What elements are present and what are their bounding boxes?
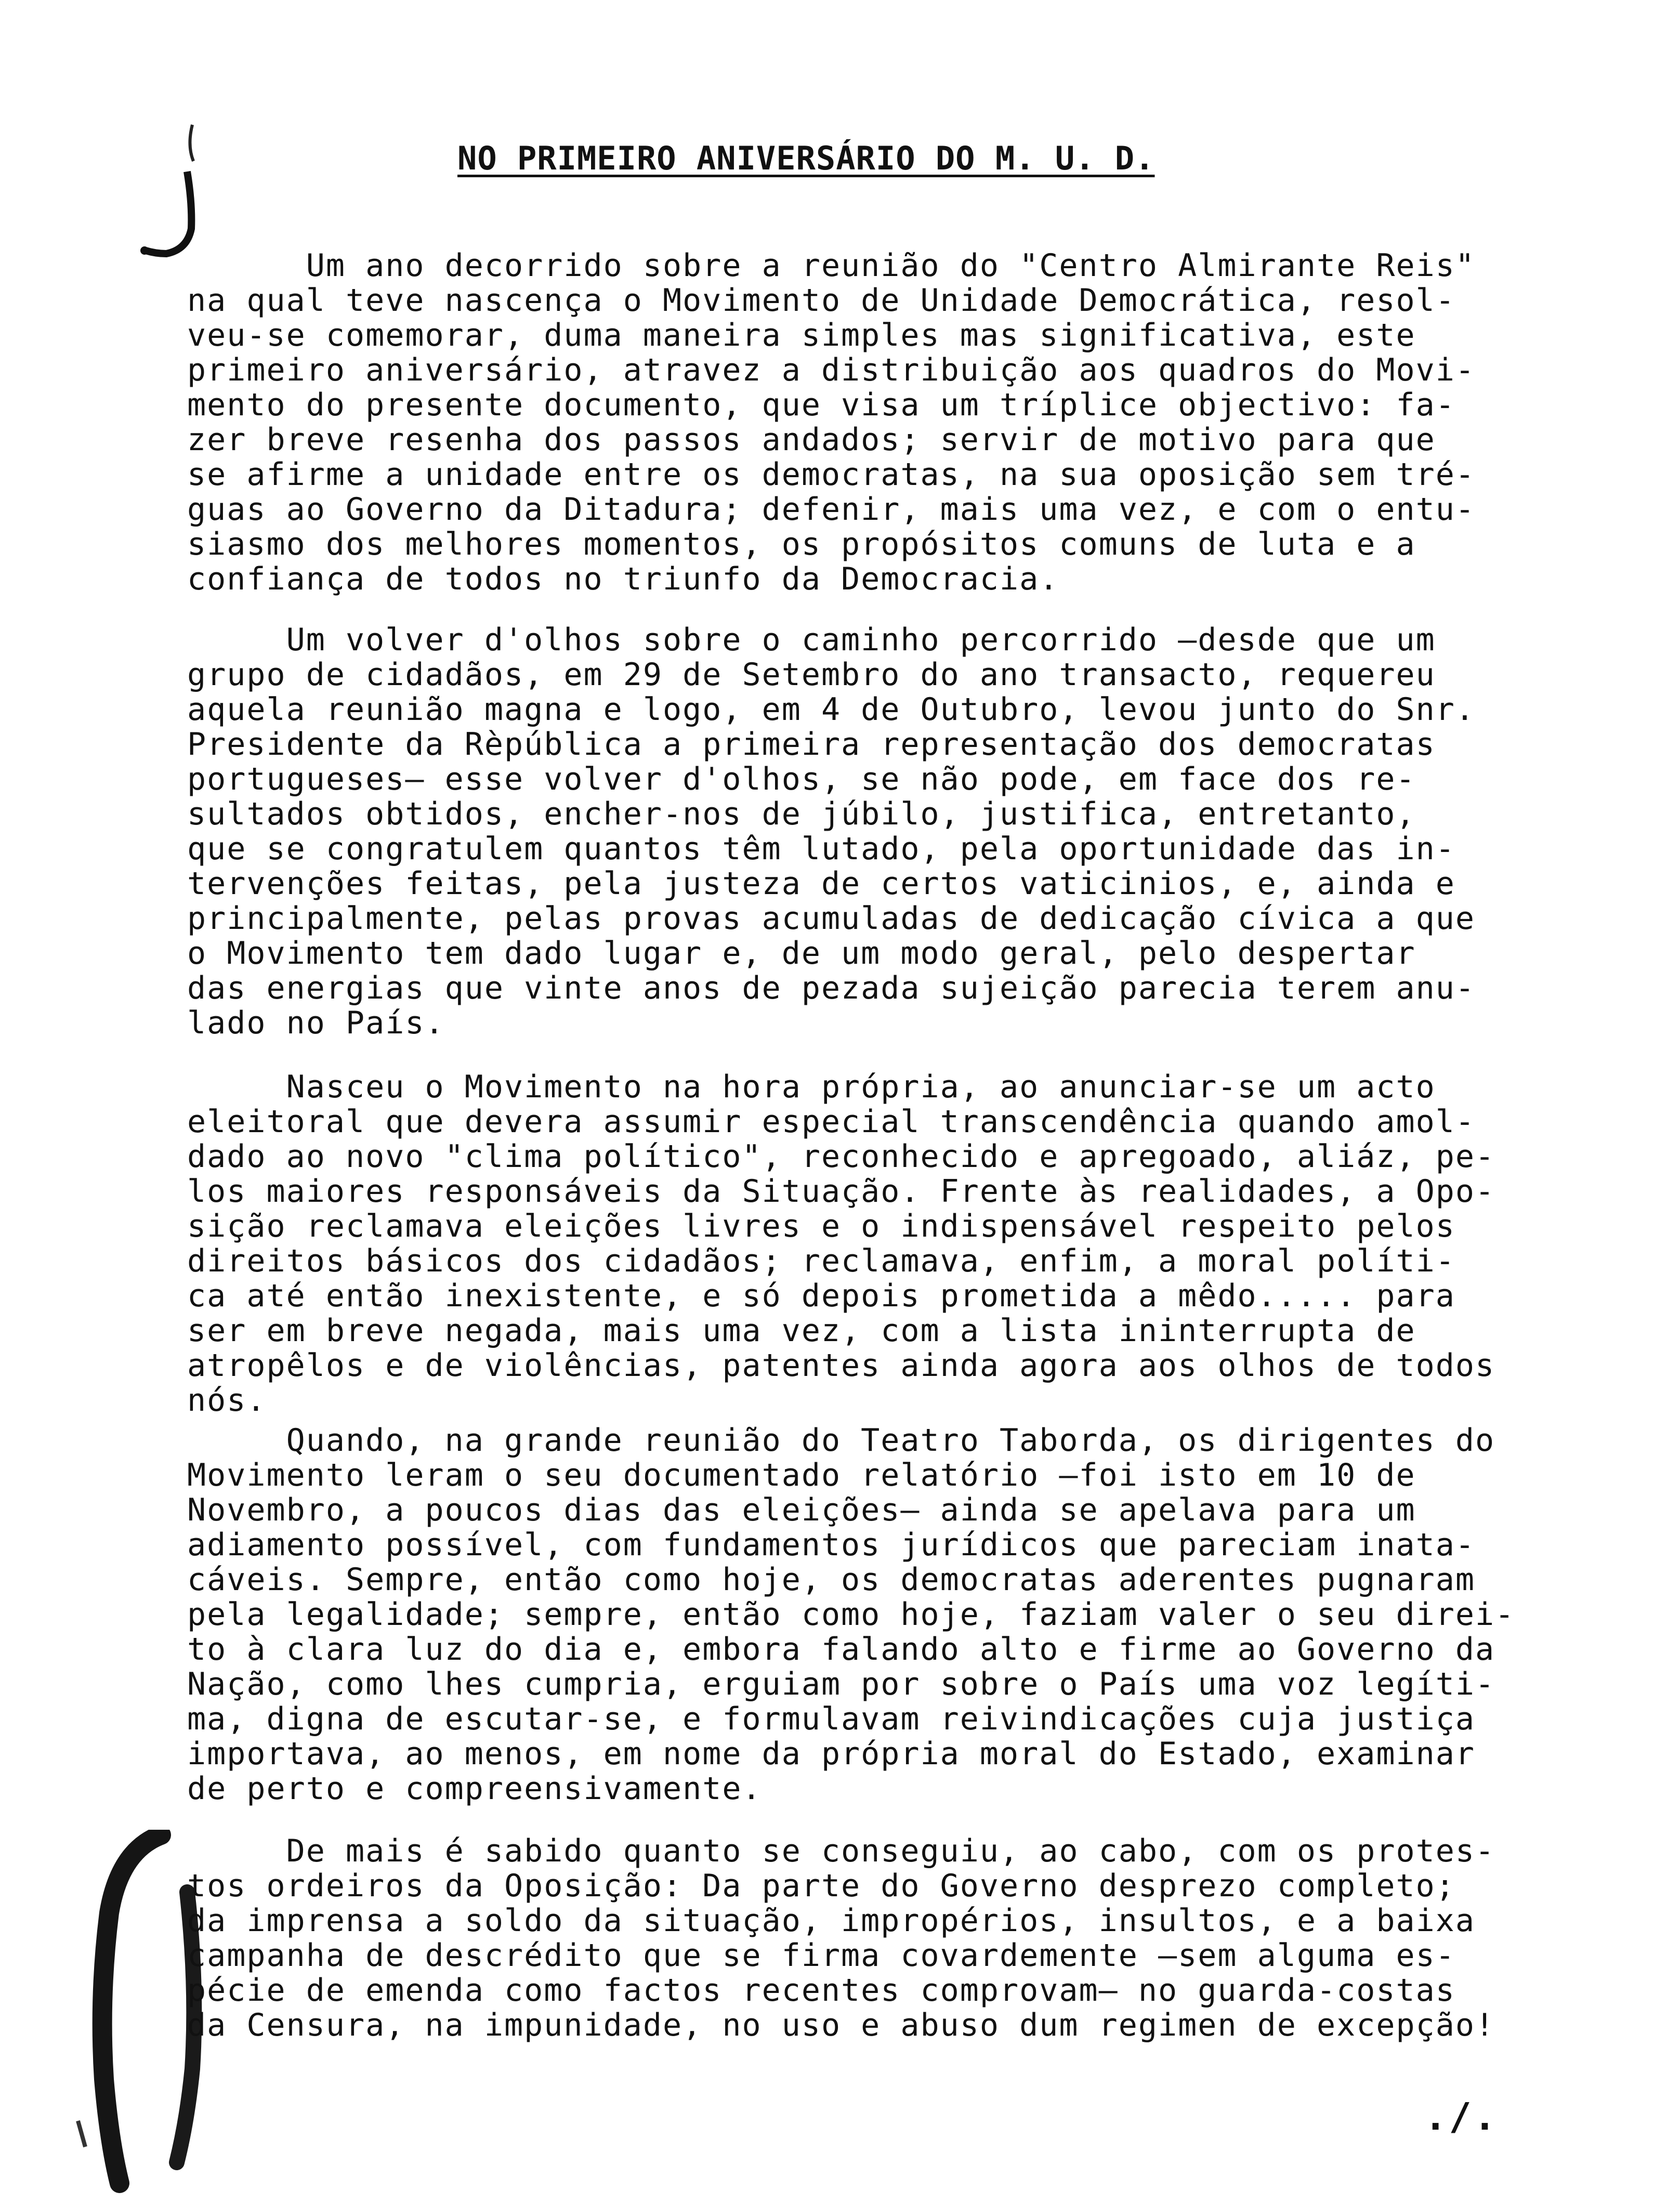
- paragraph-line: veu-se comemorar, duma maneira simples mas significativa, este: [187, 317, 1416, 353]
- paragraph-line: atropêlos e de violências, patentes ainda agora aos olhos de todos: [187, 1347, 1495, 1384]
- paragraph-line: zer breve resenha dos passos andados; servir de motivo para que: [187, 422, 1436, 458]
- paragraph-line: Presidente da Rèpública a primeira representação dos democratas: [187, 726, 1436, 763]
- paragraph-line: adiamento possível, com fundamentos jurídicos que pareciam inata-: [187, 1527, 1475, 1563]
- paragraph-line: to à clara luz do dia e, embora falando alto e firme ao Governo da: [187, 1631, 1495, 1668]
- paragraph-line: cáveis. Sempre, então como hoje, os democratas aderentes pugnaram: [187, 1562, 1475, 1598]
- paragraph-line: sição reclamava eleições livres e o indispensável respeito pelos: [187, 1208, 1455, 1244]
- paragraph-line: eleitoral que devera assumir especial transcendência quando amol-: [187, 1104, 1475, 1140]
- paragraph-line: dado ao novo "clima político", reconhecido e apregoado, aliáz, pe-: [187, 1138, 1495, 1175]
- margin-pen-mark-top: [114, 114, 218, 270]
- paragraph-3: [187, 1070, 1591, 1418]
- paragraph-line: o Movimento tem dado lugar e, de um modo geral, pelo despertar: [187, 935, 1416, 972]
- paragraph-line: tervenções feitas, pela justeza de certos vaticinios, e, ainda e: [187, 865, 1455, 902]
- paragraph-line: da Censura, na impunidade, no uso e abuso dum regimen de excepção!: [187, 2007, 1495, 2043]
- paragraph-line: siasmo dos melhores momentos, os propósitos comuns de luta e a: [187, 526, 1416, 562]
- paragraph-line: Nação, como lhes cumpria, erguiam por sobre o País uma voz legíti-: [187, 1666, 1495, 1702]
- paragraph-line: ser em breve negada, mais uma vez, com a lista ininterrupta de: [187, 1313, 1416, 1349]
- paragraph-line: sultados obtidos, encher-nos de júbilo, justifica, entretanto,: [187, 796, 1416, 832]
- paragraph-line: tos ordeiros da Oposição: Da parte do Governo desprezo completo;: [187, 1868, 1455, 1904]
- paragraph-line: Nasceu o Movimento na hora própria, ao anunciar-se um acto: [187, 1069, 1436, 1105]
- paragraph-line: mento do presente documento, que visa um tríplice objectivo: fa-: [187, 387, 1455, 423]
- paragraph-2: [187, 623, 1591, 1041]
- paragraph-line: grupo de cidadãos, em 29 de Setembro do ano transacto, requereu: [187, 657, 1436, 693]
- paragraph-line: ma, digna de escutar-se, e formulavam reivindicações cuja justiça: [187, 1701, 1475, 1737]
- paragraph-line: principalmente, pelas provas acumuladas de dedicação cívica a que: [187, 900, 1475, 937]
- paragraph-line: pécie de emenda como factos recentes comprovam— no guarda-costas: [187, 1972, 1455, 2009]
- paragraph-line: Novembro, a poucos dias das eleições— ainda se apelava para um: [187, 1492, 1416, 1528]
- paragraph-line: los maiores responsáveis da Situação. Frente às realidades, a Opo-: [187, 1173, 1495, 1210]
- margin-bracket-mark-bottom: [68, 1830, 203, 2194]
- paragraph-line: Um volver d'olhos sobre o caminho percorrido —desde que um: [187, 622, 1436, 658]
- paragraph-line: da imprensa a soldo da situação, impropérios, insultos, e a baixa: [187, 1903, 1475, 1939]
- paragraph-line: na qual teve nascença o Movimento de Unidade Democrática, resol-: [187, 282, 1455, 319]
- paragraph-line: confiança de todos no triunfo da Democracia.: [187, 561, 1059, 597]
- paragraph-line: lado no País.: [187, 1005, 445, 1041]
- paragraph-line: guas ao Governo da Ditadura; defenir, mais uma vez, e com o entu-: [187, 491, 1475, 528]
- paragraph-line: De mais é sabido quanto se conseguiu, ao cabo, com os protes-: [187, 1833, 1495, 1869]
- paragraph-line: pela legalidade; sempre, então como hoje, faziam valer o seu direi-: [187, 1596, 1515, 1633]
- paragraph-1: [187, 248, 1591, 597]
- paragraph-line: importava, ao menos, em nome da própria moral do Estado, examinar: [187, 1736, 1475, 1772]
- paragraph-line: nós.: [187, 1382, 267, 1419]
- paragraph-line: que se congratulem quantos têm lutado, pela oportunidade das in-: [187, 831, 1455, 867]
- page-title: [457, 139, 1154, 177]
- paragraph-line: Quando, na grande reunião do Teatro Taborda, os dirigentes do: [187, 1422, 1495, 1459]
- paragraph-line: campanha de descrédito que se firma covardemente —sem alguma es-: [187, 1937, 1455, 1974]
- paragraph-line: se afirme a unidade entre os democratas, na sua oposição sem tré-: [187, 456, 1475, 493]
- paragraph-line: direitos básicos dos cidadãos; reclamava, enfim, a moral políti-: [187, 1243, 1455, 1279]
- paragraph-5: [187, 1834, 1591, 2043]
- paragraph-line: de perto e compreensivamente.: [187, 1770, 762, 1807]
- paragraph-line: aquela reunião magna e logo, em 4 de Outubro, levou junto do Snr.: [187, 691, 1475, 728]
- paragraph-4: [187, 1423, 1591, 1806]
- page-title-text: NO PRIMEIRO ANIVERSÁRIO DO M. U. D.: [457, 139, 1155, 177]
- paragraph-line: primeiro aniversário, atravez a distribuição aos quadros do Movi-: [187, 352, 1475, 388]
- paragraph-line: portugueses— esse volver d'olhos, se não pode, em face dos re-: [187, 761, 1416, 797]
- continuation-mark: ./.: [1424, 2095, 1499, 2139]
- paragraph-line: Um ano decorrido sobre a reunião do "Centro Almirante Reis": [187, 247, 1475, 284]
- paragraph-line: ca até então inexistente, e só depois prometida a mêdo..... para: [187, 1278, 1455, 1314]
- paragraph-line: das energias que vinte anos de pezada sujeição parecia terem anu-: [187, 970, 1475, 1006]
- paragraph-line: Movimento leram o seu documentado relatório —foi isto em 10 de: [187, 1457, 1416, 1493]
